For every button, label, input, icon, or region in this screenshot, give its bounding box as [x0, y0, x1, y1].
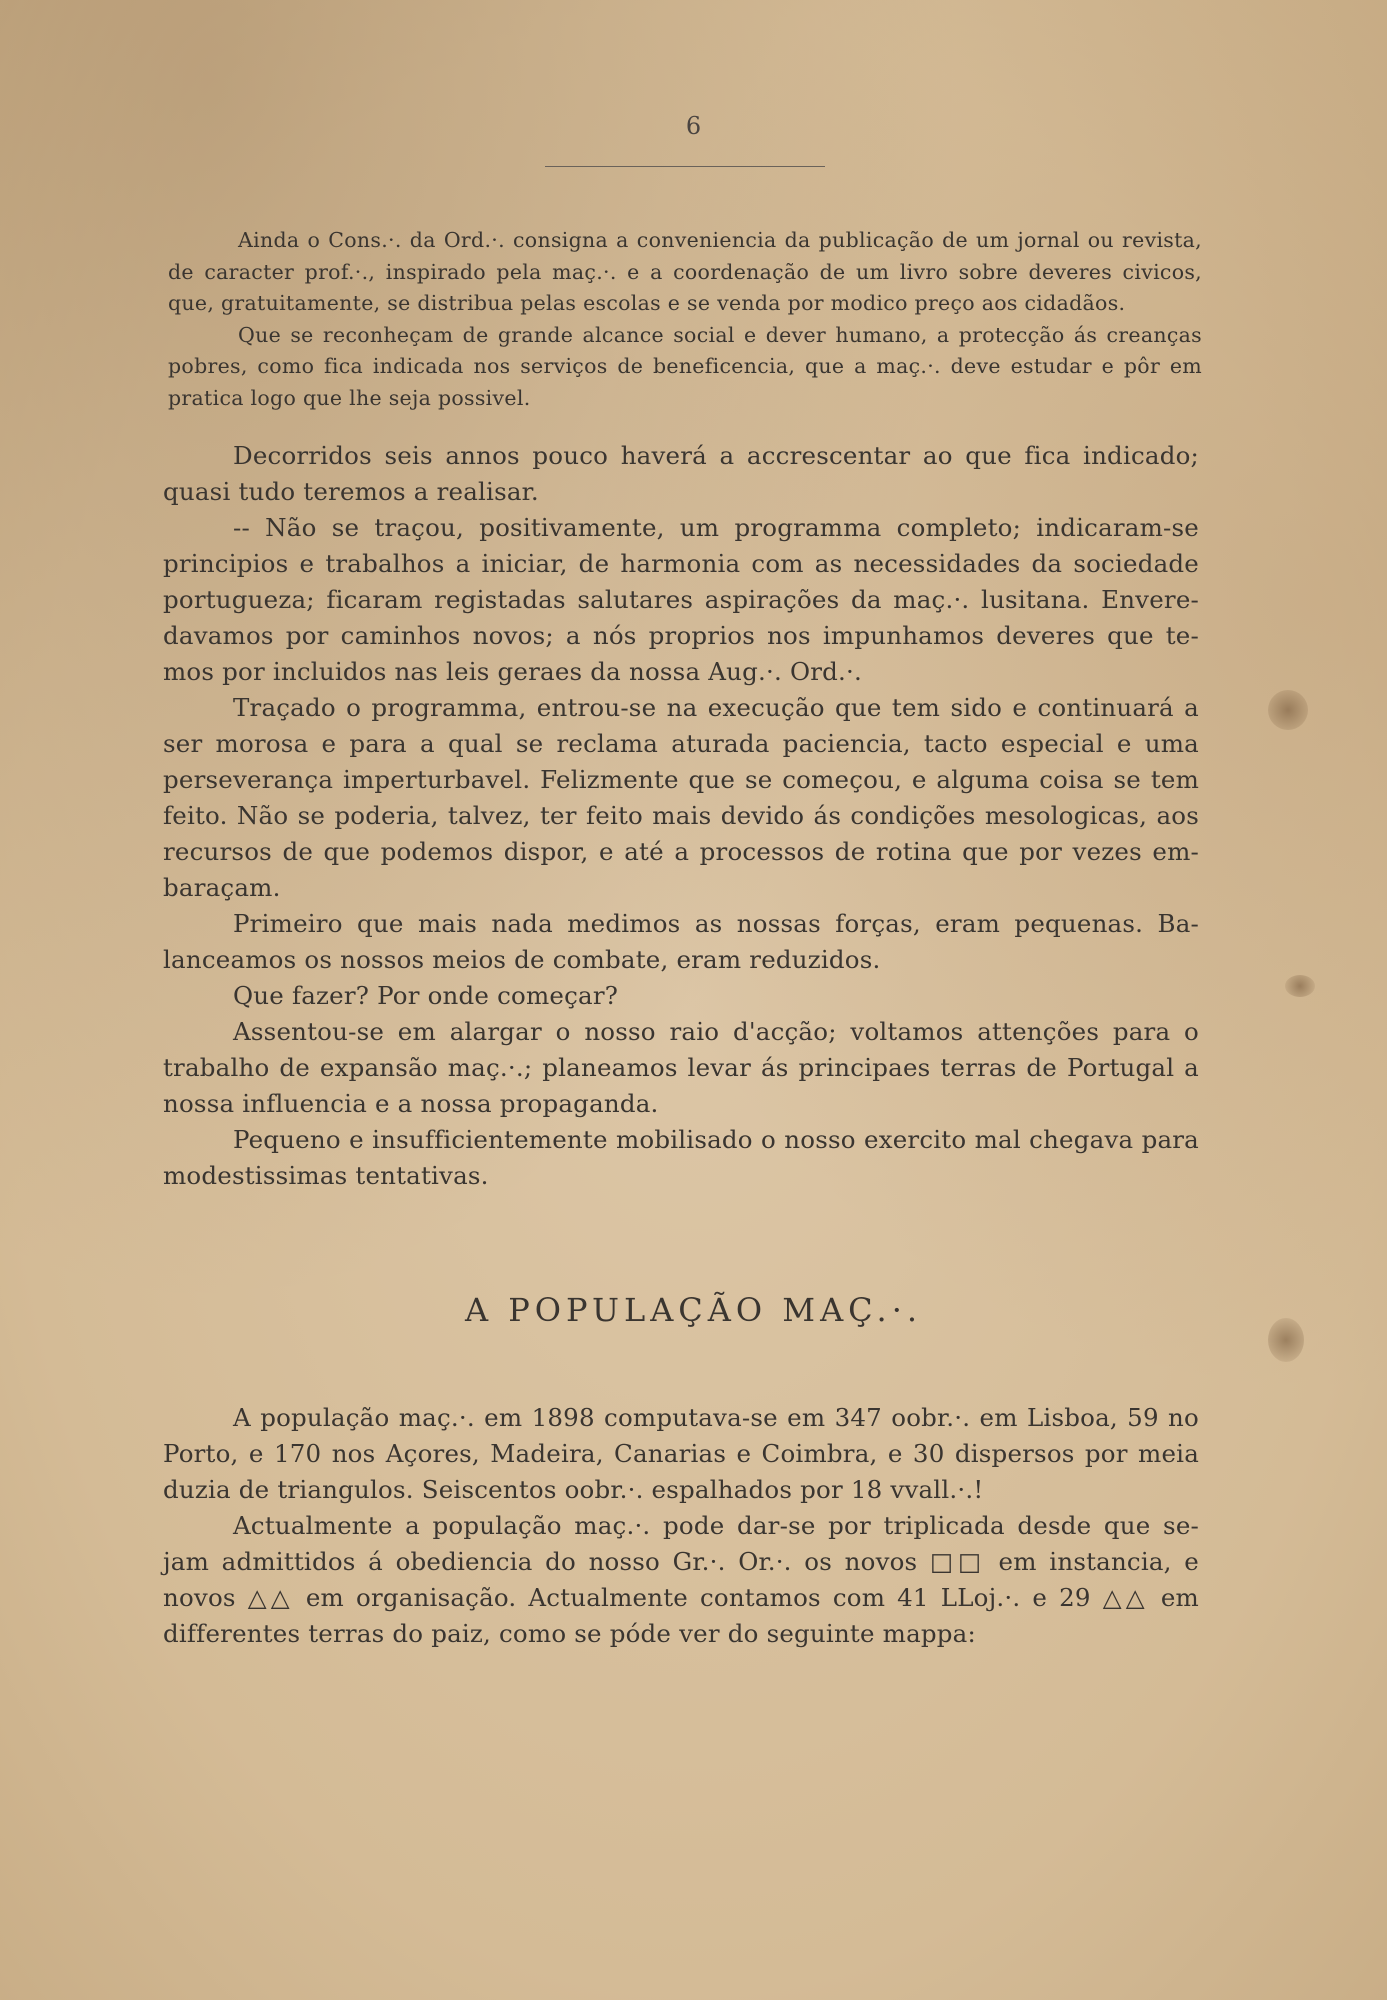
- paragraph: Decorridos seis annos pouco haverá a accrescentar ao que fica indicado; quasi tudo teremos a realisar.: [163, 441, 1199, 506]
- section-heading: A POPULAÇÃO MAÇ.·.: [464, 1291, 923, 1329]
- paragraph: Primeiro que mais nada medimos as nossas forças, eram pequenas. Ba-lanceamos os nossos meios de combate, eram reduzidos.: [163, 909, 1199, 974]
- opening-paragraphs: [168, 225, 1202, 414]
- paragraph: Actualmente a população maç.·. pode dar-se por triplicada desde que se-jam admittidos á obediencia do nosso Gr.·. Or.·. os novos □□ em instancia, e novos △△ em organisação. Actualmente contamos com 41 LLoj.·. e 29 △△ em differentes terras do paiz, como se póde ver do seguinte mappa:: [163, 1511, 1199, 1648]
- paper-stain: [1285, 975, 1315, 997]
- paragraph: Que se reconheçam de grande alcance social e dever humano, a protecção ás creanças pobres, como fica indicada nos serviços de beneficencia, que a maç.·. deve estudar e pôr em pratica logo que lhe seja possivel.: [168, 322, 1202, 410]
- paragraph: Pequeno e insufficientemente mobilisado o nosso exercito mal chegava para modestissimas tentativas.: [163, 1125, 1199, 1190]
- paragraph: A população maç.·. em 1898 computava-se em 347 oobr.·. em Lisboa, 59 no Porto, e 170 nos Açores, Madeira, Canarias e Coimbra, e 30 dispersos por meia duzia de triangulos. Seiscentos oobr.·. espalhados por 18 vvall.·.!: [163, 1403, 1199, 1504]
- paragraph: Ainda o Cons.·. da Ord.·. consigna a conveniencia da publicação de um jornal ou revista, de caracter prof.·., inspirado pela maç.·. e a coordenação de um livro sobre deveres civicos, que, gratuitamente, se distribua pelas escolas e se venda por modico preço aos cidadãos.: [168, 228, 1202, 315]
- paragraph: Traçado o programma, entrou-se na execução que tem sido e continuará a ser morosa e para a qual se reclama aturada paciencia, tacto especial e uma perseverança imperturbavel. Felizmente que se começou, e alguma coisa se tem feito. Não se poderia, talvez, ter feito mais devido ás condições mesologicas, aos recursos de que podemos dispor, e até a processos de rotina que por vezes em-baraçam.: [163, 693, 1199, 902]
- page-number: 6: [685, 112, 702, 140]
- paragraph: -- Não se traçou, positivamente, um programma completo; indicaram-se principios e trabalhos a iniciar, de harmonia com as necessidades da sociedade portugueza; ficaram registadas salutares aspirações da maç.·. lusitana. Envere-davamos por caminhos novos; a nós proprios nos impunhamos deveres que te-mos por incluidos nas leis geraes da nossa Aug.·. Ord.·.: [163, 513, 1199, 686]
- population-text: [163, 1400, 1199, 1652]
- paragraph: Que fazer? Por onde começar?: [233, 981, 619, 1010]
- main-text: [163, 438, 1199, 1194]
- header-rule: [545, 166, 825, 167]
- paper-stain: [1268, 690, 1308, 730]
- paragraph: Assentou-se em alargar o nosso raio d'acção; voltamos attenções para o trabalho de expansão maç.·.; planeamos levar ás principaes terras de Portugal a nossa influencia e a nossa propaganda.: [163, 1017, 1199, 1118]
